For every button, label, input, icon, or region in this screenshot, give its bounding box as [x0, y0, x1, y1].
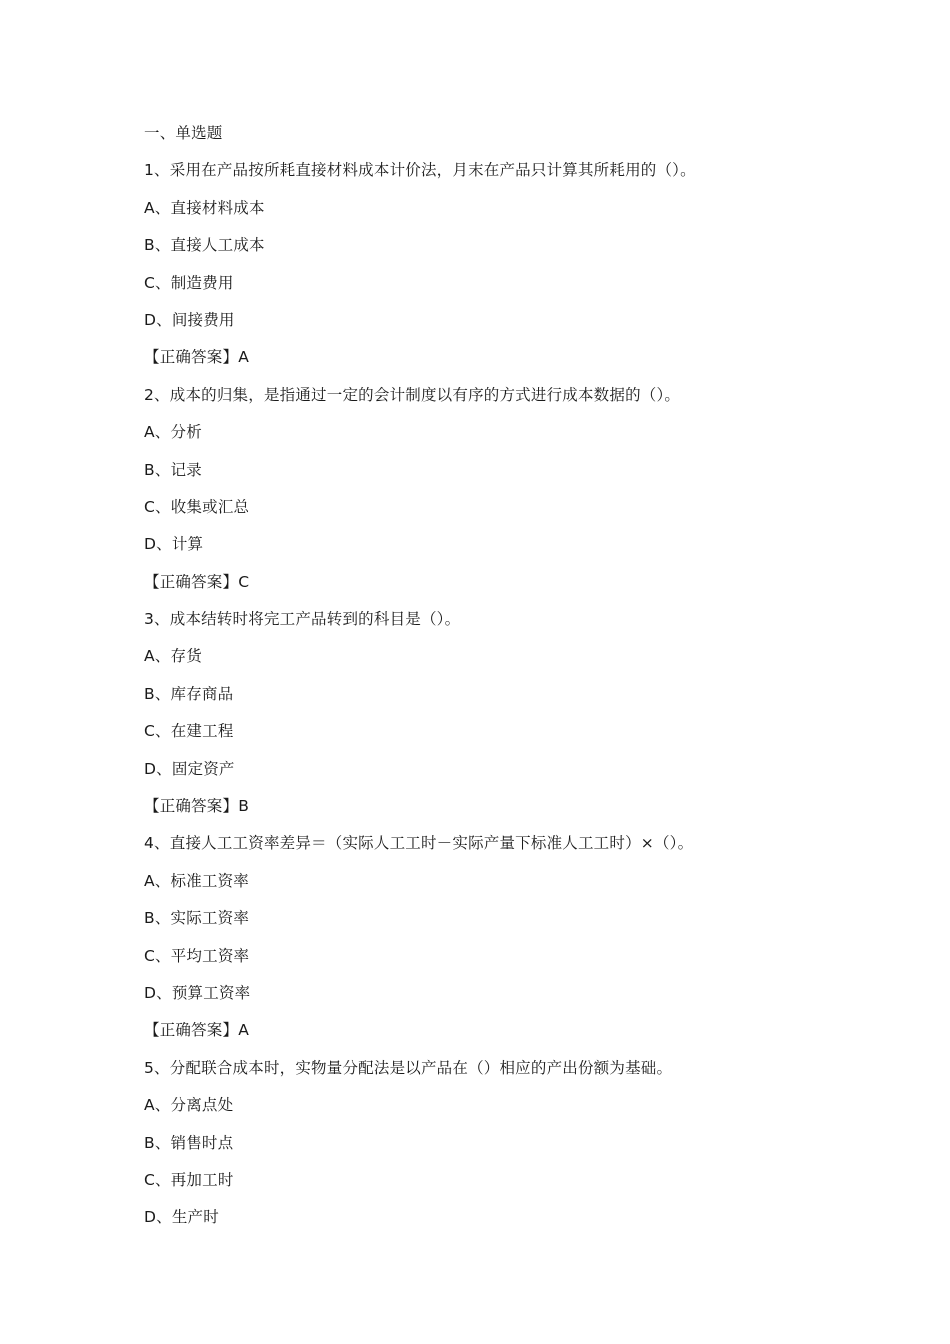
option-a: A、直接材料成本 — [144, 198, 265, 217]
question-stem: 2、成本的归集，是指通过一定的会计制度以有序的方式进行成本数据的（）。 — [144, 385, 681, 404]
option-d: D、计算 — [144, 535, 204, 554]
option-a: A、标准工资率 — [144, 871, 250, 890]
option-a: A、分析 — [144, 423, 202, 442]
option-d: D、生产时 — [144, 1208, 219, 1227]
option-b: B、库存商品 — [144, 684, 234, 703]
option-c: C、收集或汇总 — [144, 497, 250, 516]
option-c: C、再加工时 — [144, 1170, 234, 1189]
question-stem: 5、分配联合成本时，实物量分配法是以产品在（）相应的产出份额为基础。 — [144, 1058, 673, 1077]
question-stem: 1、采用在产品按所耗直接材料成本计价法，月末在产品只计算其所耗用的（）。 — [144, 161, 696, 180]
option-d: D、预算工资率 — [144, 983, 251, 1002]
question-list — [144, 115, 844, 1237]
option-d: D、固定资产 — [144, 759, 235, 778]
correct-answer: 【正确答案】C — [144, 572, 250, 591]
question-stem: 3、成本结转时将完工产品转到的科目是（）。 — [144, 610, 461, 629]
option-b: B、销售时点 — [144, 1133, 234, 1152]
option-c: C、制造费用 — [144, 273, 234, 292]
correct-answer: 【正确答案】A — [144, 1021, 250, 1040]
section-title: 一、单选题 — [144, 124, 223, 142]
question-stem: 4、直接人工工资率差异＝（实际人工工时－实际产量下标准人工工时）×（）。 — [144, 834, 694, 853]
option-c: C、平均工资率 — [144, 946, 250, 965]
option-a: A、存货 — [144, 647, 202, 666]
option-c: C、在建工程 — [144, 722, 234, 741]
correct-answer: 【正确答案】B — [144, 797, 250, 816]
option-d: D、间接费用 — [144, 310, 235, 329]
option-b: B、实际工资率 — [144, 909, 250, 928]
option-b: B、记录 — [144, 460, 202, 479]
option-a: A、分离点处 — [144, 1096, 234, 1115]
option-b: B、直接人工成本 — [144, 236, 265, 255]
correct-answer: 【正确答案】A — [144, 348, 250, 367]
